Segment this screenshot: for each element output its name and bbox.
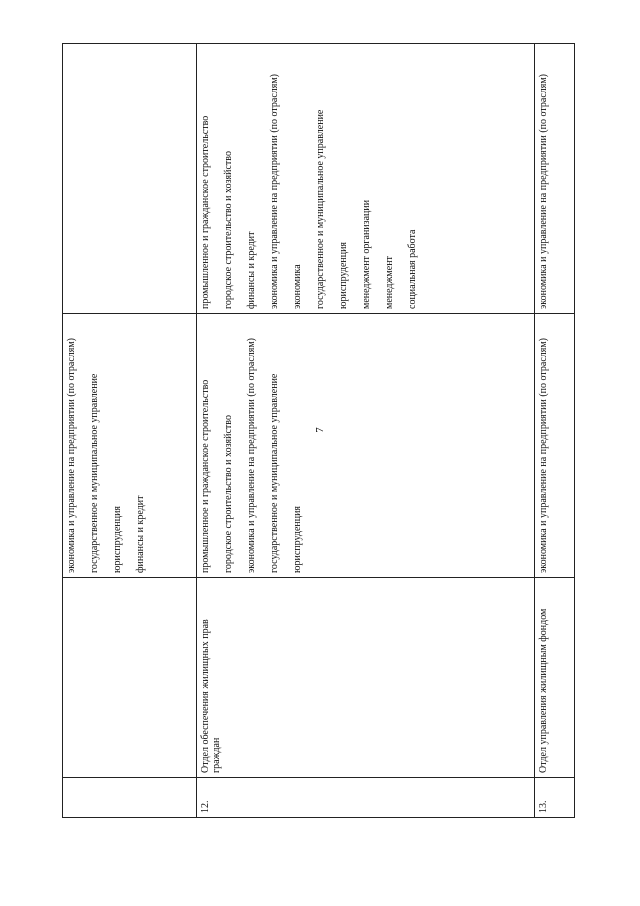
- rotated-page-content: [62, 44, 574, 818]
- specialties-cell-1: [63, 314, 197, 578]
- list-item: промышленное и гражданское строительство: [200, 379, 211, 573]
- specialties-cell-2: [535, 44, 575, 314]
- row-number-cell: [63, 778, 197, 818]
- list-item: государственное и муниципальное управление: [315, 109, 326, 309]
- list-item: юриспруденция: [112, 505, 123, 573]
- table-row-12: [197, 44, 535, 818]
- list-item: промышленное и гражданское строительство: [200, 115, 211, 309]
- list-item: экономика и управление на предприятии (по отраслям): [538, 337, 549, 573]
- specialties-cell-1: [535, 314, 575, 578]
- list-item: государственное и муниципальное управление: [89, 373, 100, 573]
- table-container: [62, 44, 574, 818]
- list-item: городское строительство и хозяйство: [223, 151, 234, 309]
- list-item: менеджмент организации: [361, 199, 372, 309]
- list-item: экономика и управление на предприятии (по отраслям): [246, 337, 257, 573]
- requirements-table: [62, 43, 575, 818]
- list-item: социальная работа: [407, 229, 418, 309]
- list-item: финансы и кредит: [246, 231, 257, 309]
- list-item: экономика и управление на предприятии (по отраслям): [538, 73, 549, 309]
- specialties-cell-2: [197, 44, 535, 314]
- list-item: юриспруденция: [338, 241, 349, 309]
- list-item: экономика и управление на предприятии (по отраслям): [269, 73, 280, 309]
- list-item: городское строительство и хозяйство: [223, 415, 234, 573]
- list-item: менеджмент: [384, 256, 395, 309]
- row-number-cell: 13.: [535, 778, 575, 818]
- list-item: государственное и муниципальное управление: [269, 373, 280, 573]
- page-number: 7: [314, 427, 326, 433]
- list-item: юриспруденция: [292, 505, 303, 573]
- department-cell: Отдел управления жилищным фондом: [535, 578, 575, 778]
- list-item: экономика: [292, 264, 303, 309]
- specialties-cell-1: [197, 314, 535, 578]
- table-row-13: [535, 44, 575, 818]
- department-cell: [63, 578, 197, 778]
- row-number-cell: 12.: [197, 778, 535, 818]
- table-row-continuation: [63, 44, 197, 818]
- department-cell: Отдел обеспечения жилищных прав граждан: [197, 578, 535, 778]
- list-item: экономика и управление на предприятии (по отраслям): [66, 337, 77, 573]
- specialties-cell-2: [63, 44, 197, 314]
- list-item: финансы и кредит: [135, 495, 146, 573]
